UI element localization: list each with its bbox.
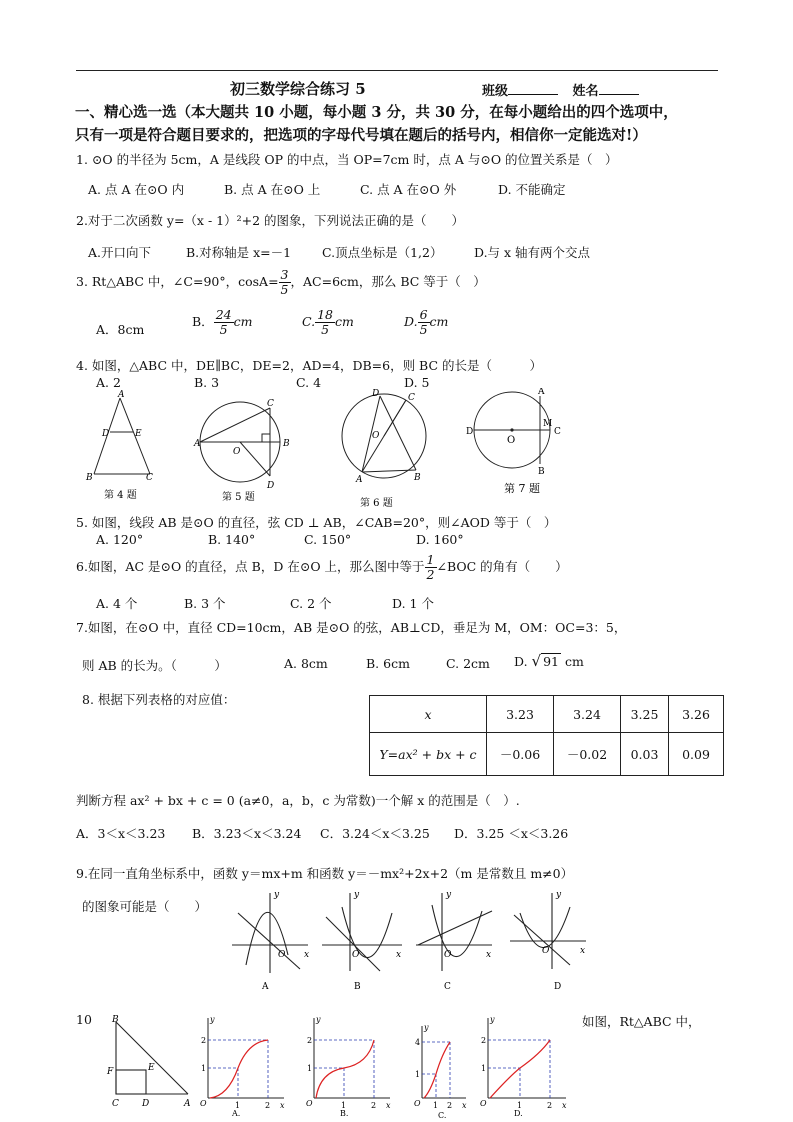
fig4-caption: 第 4 题 <box>104 490 137 501</box>
q9-d-y-label: y <box>556 890 562 900</box>
q8-option-c: C．3.24＜x＜3.25 <box>320 826 430 841</box>
q10-a-tick-1x: 1 <box>235 1101 241 1110</box>
q8-option-a: A．3＜x＜3.23 <box>76 826 166 841</box>
fig7-caption: 第 7 题 <box>504 482 540 495</box>
q7-option-d <box>514 652 584 670</box>
q6-option-c: C. 2 个 <box>290 596 332 611</box>
q3-option-c-label: C. <box>302 313 316 329</box>
q9-b-x-label: x <box>396 950 402 960</box>
q2-option-d: D.与 x 轴有两个交点 <box>474 245 591 260</box>
fig7-label-d: D <box>466 427 474 437</box>
q1-option-a: A. 点 A 在⊙O 内 <box>88 182 185 197</box>
q2-stem: 2.对于二次函数 y=（x - 1）²+2 的图象，下列说法正确的是（ ） <box>76 213 465 228</box>
table-cell: Y=ax² + bx + c <box>370 733 487 776</box>
fig7-label-b: B <box>538 467 545 477</box>
fig5-circle <box>200 402 280 482</box>
q6-option-b: B. 3 个 <box>184 596 226 611</box>
q9-d-line <box>514 915 570 965</box>
q2-option-c: C.顶点坐标是（1,2） <box>322 245 443 260</box>
q3-d-den: 5 <box>419 321 428 337</box>
q9-a-origin: O <box>278 950 286 960</box>
q3-d-num: 6 <box>419 307 428 322</box>
q10-label-a: A <box>184 1099 191 1109</box>
q7-sqrt-sign: √ <box>531 652 542 670</box>
q10-b-tick-2y: 2 <box>307 1036 313 1045</box>
q3-option-d <box>404 308 448 337</box>
q1-option-d: D. 不能确定 <box>498 182 566 197</box>
q9-d-origin: O <box>542 946 550 956</box>
table-cell: 0.03 <box>621 733 669 776</box>
table-cell: 3.26 <box>669 696 724 733</box>
fig5-label-a: A <box>194 439 201 449</box>
q10-caption-a: A. <box>232 1109 241 1118</box>
q9-d-x-label: x <box>580 946 586 956</box>
q7-option-b: B. 6cm <box>366 656 410 671</box>
q6-stem-a: 6.如图，AC 是⊙O 的直径，点 B，D 在⊙O 上，那么图中等于 <box>76 558 425 574</box>
q10-b-tick-1x: 1 <box>341 1101 347 1110</box>
q9-c-origin: O <box>444 950 452 960</box>
q9-b-y-label: y <box>354 890 360 900</box>
q8-stem: 8. 根据下列表格的对应值： <box>82 692 236 707</box>
figures-row-q4-q7 <box>80 388 730 510</box>
q3-c-num: 18 <box>317 307 333 322</box>
q2-option-a: A.开口向下 <box>88 245 152 260</box>
q4-option-d: D. 5 <box>404 375 430 390</box>
top-rule <box>76 70 718 71</box>
q9-c-y-label: y <box>446 890 452 900</box>
q6-stem <box>76 553 568 582</box>
fig5-label-c: C <box>267 399 274 409</box>
q7-line2: 则 AB 的长为。（ ） <box>82 658 227 673</box>
fig6-circle <box>342 394 426 478</box>
fig6-label-o: O <box>372 431 380 441</box>
q10-graph-a <box>208 1018 284 1098</box>
q7-option-d-unit: cm <box>565 654 584 669</box>
q9-caption-a: A <box>262 982 269 992</box>
q3-stem <box>76 268 486 297</box>
q6-frac-den: 2 <box>426 566 435 582</box>
table-cell: x <box>370 696 487 733</box>
q4-option-a: A. 2 <box>96 375 121 390</box>
q9-caption-c: C <box>444 982 451 992</box>
table-cell: 0.09 <box>669 733 724 776</box>
q1-option-b: B. 点 A 在⊙O 上 <box>224 182 321 197</box>
fig5-label-b: B <box>283 439 290 449</box>
q3-option-b <box>192 308 252 337</box>
q10-d-origin: O <box>480 1099 487 1108</box>
q6-frac-num: 1 <box>426 552 435 567</box>
table-row <box>370 696 724 733</box>
fig7-label-a: A <box>538 388 545 397</box>
q10-d-tick-1y: 1 <box>481 1064 487 1073</box>
q8-option-d: D．3.25 ＜x＜3.26 <box>454 826 569 841</box>
q3-stem-b: ，AC=6cm，那么 BC 等于（ ） <box>290 273 486 289</box>
q10-triangle <box>116 1022 188 1094</box>
q6-fraction <box>425 553 437 582</box>
table-cell: 3.24 <box>554 696 621 733</box>
q10-curve-a <box>210 1040 268 1098</box>
q10-label-e: E <box>148 1063 155 1073</box>
q10-a-origin: O <box>200 1099 207 1108</box>
fig4-label-c: C <box>146 473 153 483</box>
q9-caption-d: D <box>554 982 562 992</box>
q5-option-c: C. 150° <box>304 532 352 547</box>
q7-stem: 7.如图，在⊙O 中，直径 CD=10cm，AB 是⊙O 的弦，AB⊥CD，垂足为 M，OM：OC=3：5， <box>76 620 627 635</box>
q9-c-line <box>418 911 492 945</box>
fig7-center-dot <box>510 428 513 431</box>
fig5-caption: 第 5 题 <box>222 492 255 503</box>
q8-judge: 判断方程 ax² + bx + c = 0 (a≠0，a，b，c 为常数)一个解 x 的范围是（ ）. <box>76 793 520 808</box>
q10-c-tick-1y: 1 <box>415 1070 421 1079</box>
fig6-caption: 第 6 题 <box>360 498 393 509</box>
q4-option-c: C. 4 <box>296 375 322 390</box>
q9-a-x-label: x <box>304 950 310 960</box>
fig7-label-m: M <box>543 419 553 429</box>
q10-label-c: C <box>112 1099 119 1109</box>
q10-graph-c <box>422 1026 466 1098</box>
q3-stem-a: 3. Rt△ABC 中，∠C=90°，cosA= <box>76 273 279 289</box>
fig7-label-o: O <box>507 435 516 446</box>
q7-option-d-root: 91 <box>543 654 560 669</box>
q9-caption-b: B <box>354 982 361 992</box>
q6-stem-b: ∠BOC 的角有（ ） <box>436 558 568 574</box>
q9-graphs <box>230 885 590 993</box>
q9-c-x-label: x <box>486 950 492 960</box>
q3-d-unit: cm <box>429 313 449 329</box>
q3-c-unit: cm <box>335 313 354 329</box>
q2-option-b: B.对称轴是 x=－1 <box>186 245 292 260</box>
q9-a-y-label: y <box>274 890 280 900</box>
fig6-label-b: B <box>414 473 421 483</box>
q10-a-x-label: x <box>280 1101 285 1110</box>
q10-b-origin: O <box>306 1099 313 1108</box>
q3-cos-den: 5 <box>280 281 289 297</box>
q3-b-unit: cm <box>233 313 253 329</box>
q10-caption-d: D. <box>514 1109 523 1118</box>
q10-curve-b <box>316 1040 374 1098</box>
table-cell: 3.23 <box>487 696 554 733</box>
q10-a-tick-2y: 2 <box>201 1036 207 1045</box>
q3-option-d-label: D. <box>404 313 418 329</box>
fig4-label-e: E <box>135 429 142 439</box>
q7-option-c: C. 2cm <box>446 656 490 671</box>
q10-graph-d <box>488 1018 566 1098</box>
fig5-label-o: O <box>233 447 241 457</box>
q10-d-x-label: x <box>562 1101 567 1110</box>
q10-caption-b: B. <box>340 1109 349 1118</box>
fig6-label-c: C <box>408 393 415 403</box>
q9-stem: 9.在同一直角坐标系中，函数 y＝mx+m 和函数 y＝－mx²+2x+2（m 是常数且 m≠0） <box>76 866 574 881</box>
q9-b-origin: O <box>352 950 360 960</box>
section-heading-line1: 一、精心选一选（本大题共 10 小题，每小题 3 分，共 30 分，在每小题给出的四个选项中， <box>75 104 678 121</box>
q10-a-y-label: y <box>210 1015 215 1024</box>
fig4-label-b: B <box>86 473 93 483</box>
fig5-label-d: D <box>267 481 275 491</box>
q7-option-a: A. 8cm <box>284 656 328 671</box>
q10-b-tick-1y: 1 <box>307 1064 313 1073</box>
q10-tail: 如图，Rt△ABC 中， <box>582 1014 701 1029</box>
q8-value-table <box>369 695 724 776</box>
fig6-label-d: D <box>372 389 380 399</box>
q9-b-line <box>326 917 380 971</box>
table-cell: －0.02 <box>554 733 621 776</box>
table-cell: 3.25 <box>621 696 669 733</box>
q10-c-tick-2x: 2 <box>447 1101 453 1110</box>
fig4-label-a: A <box>118 390 125 400</box>
q7-option-d-label: D. <box>514 654 528 669</box>
q3-b-den: 5 <box>219 321 228 337</box>
fig4-label-d: D <box>102 429 110 439</box>
q10-a-tick-2x: 2 <box>265 1101 271 1110</box>
q10-label-b: B <box>112 1015 119 1025</box>
q3-c-den: 5 <box>321 321 330 337</box>
q1-stem: 1. ⊙O 的半径为 5cm，A 是线段 OP 的中点，当 OP=7cm 时，点 A 与⊙O 的位置关系是（ ） <box>76 152 618 167</box>
class-name-fields <box>482 80 639 99</box>
q5-stem: 5. 如图，线段 AB 是⊙O 的直径，弦 CD ⊥ AB，∠CAB=20°，则∠AOD 等于（ ） <box>76 515 557 530</box>
q10-c-x-label: x <box>462 1101 467 1110</box>
q10-label-d: D <box>142 1099 150 1109</box>
class-label: 班级 <box>482 84 509 99</box>
q3-option-a: A．8cm <box>96 322 145 337</box>
q10-d-tick-2x: 2 <box>547 1101 553 1110</box>
q10-b-x-label: x <box>386 1101 391 1110</box>
q10-c-origin: O <box>414 1099 421 1108</box>
q3-cos-fraction <box>279 268 291 297</box>
q9-line2: 的图象可能是（ ） <box>82 899 208 914</box>
q10-caption-c: C. <box>438 1111 447 1120</box>
q10-figures <box>104 1012 574 1120</box>
q4-stem: 4. 如图，△ABC 中，DE∥BC，DE=2，AD=4，DB=6，则 BC 的长是（ ） <box>76 358 543 373</box>
q10-d-y-label: y <box>490 1015 495 1024</box>
q3-cos-num: 3 <box>280 267 289 282</box>
q10-b-tick-2x: 2 <box>371 1101 377 1110</box>
q10-d-tick-1x: 1 <box>517 1101 523 1110</box>
q8-option-b: B．3.23＜x＜3.24 <box>192 826 302 841</box>
fig6-label-a: A <box>356 475 363 485</box>
q10-label-f: F <box>107 1067 114 1077</box>
q10-c-tick-4y: 4 <box>415 1038 421 1047</box>
q3-option-c <box>302 308 354 337</box>
q9-c-parabola <box>432 905 482 957</box>
q6-option-d: D. 1 个 <box>392 596 434 611</box>
q10-a-tick-1y: 1 <box>201 1064 207 1073</box>
q3-b-num: 24 <box>215 307 232 322</box>
table-row <box>370 733 724 776</box>
page-title: 初三数学综合练习 5 <box>230 80 366 98</box>
q3-option-b-label: B． <box>192 313 214 329</box>
q1-option-c: C. 点 A 在⊙O 外 <box>360 182 457 197</box>
q4-option-b: B. 3 <box>194 375 220 390</box>
section-heading-line2: 只有一项是符合题目要求的，把选项的字母代号填在题后的括号内，相信你一定能选对!） <box>75 127 647 144</box>
q10-c-y-label: y <box>424 1023 429 1032</box>
name-label: 姓名 <box>572 84 599 99</box>
q10-number: 10 <box>76 1012 92 1027</box>
q10-graph-b <box>314 1018 390 1098</box>
q5-option-b: B. 140° <box>208 532 256 547</box>
table-cell: －0.06 <box>487 733 554 776</box>
q10-b-y-label: y <box>316 1015 321 1024</box>
q6-option-a: A. 4 个 <box>96 596 138 611</box>
q10-curve-c <box>424 1042 450 1098</box>
q5-option-a: A. 120° <box>96 532 144 547</box>
q10-c-tick-1x: 1 <box>433 1101 439 1110</box>
q10-d-tick-2y: 2 <box>481 1036 487 1045</box>
q5-option-d: D. 160° <box>416 532 464 547</box>
fig7-label-c: C <box>554 427 561 437</box>
